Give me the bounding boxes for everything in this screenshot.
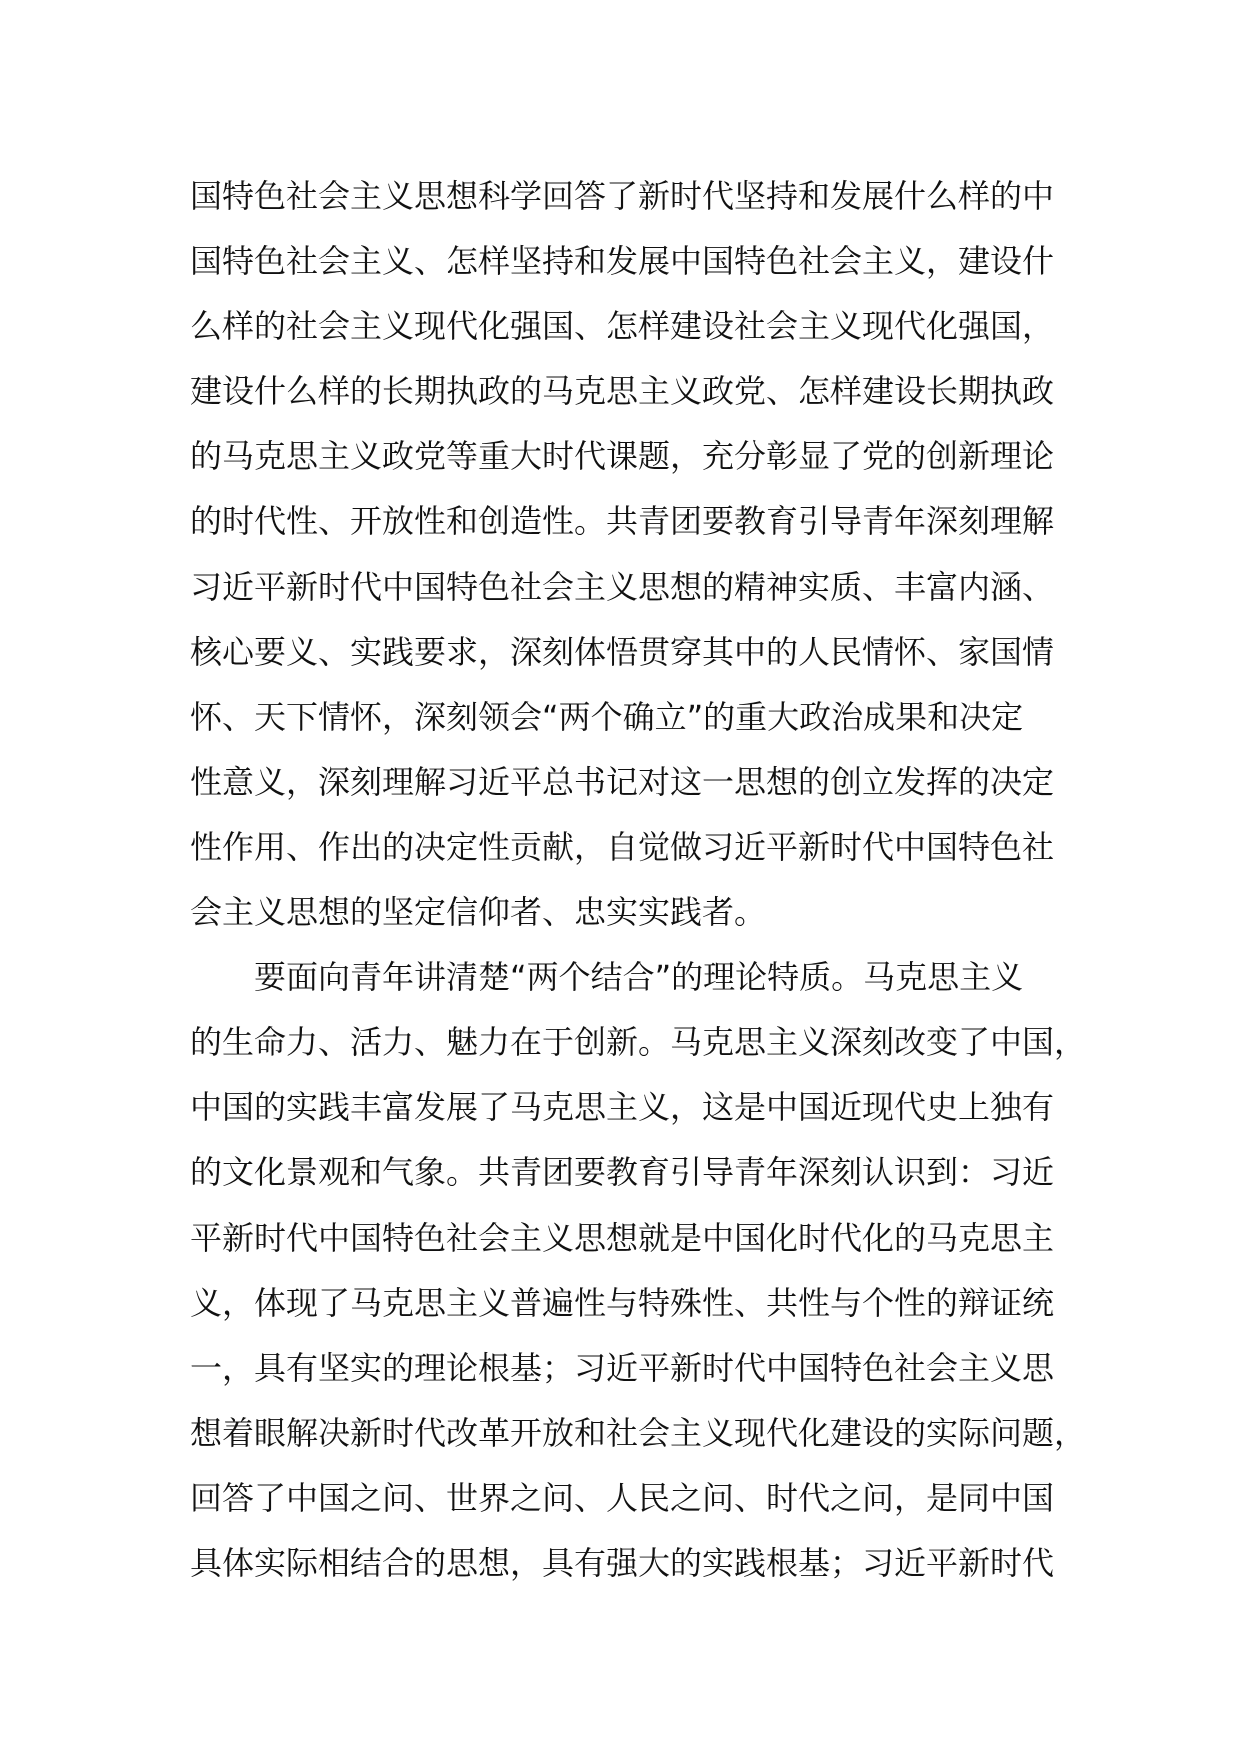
body-text [190,164,1087,1596]
text-line: 具体实际相结合的思想，具有强大的实践根基；习近平新时代 [190,1543,1055,1582]
text-line: 核心要义、实践要求，深刻体悟贯穿其中的人民情怀、家国情 [190,632,1055,671]
text-line: 会主义思想的坚定信仰者、忠实实践者。 [190,893,767,932]
paragraph-start-line: 要面向青年讲清楚“两个结合”的理论特质。马克思主义 [190,958,1024,997]
text-line: 性作用、作出的决定性贡献，自觉做习近平新时代中国特色社 [190,827,1055,866]
text-line: 中国的实践丰富发展了马克思主义，这是中国近现代史上独有 [190,1088,1055,1127]
text-line: 一，具有坚实的理论根基；习近平新时代中国特色社会主义思 [190,1348,1055,1387]
text-line: 国特色社会主义、怎样坚持和发展中国特色社会主义，建设什 [190,242,1055,281]
text-line: 建设什么样的长期执政的马克思主义政党、怎样建设长期执政 [190,372,1055,411]
text-line: 怀、天下情怀，深刻领会“两个确立”的重大政治成果和决定 [190,697,1024,736]
text-line: 的生命力、活力、魅力在于创新。马克思主义深刻改变了中国， [190,1023,1087,1062]
text-line: 想着眼解决新时代改革开放和社会主义现代化建设的实际问题， [190,1413,1087,1452]
text-line: 习近平新时代中国特色社会主义思想的精神实质、丰富内涵、 [190,567,1055,606]
text-line: 义，体现了马克思主义普遍性与特殊性、共性与个性的辩证统 [190,1283,1055,1322]
text-line: 的时代性、开放性和创造性。共青团要教育引导青年深刻理解 [190,502,1055,541]
text-line: 的马克思主义政党等重大时代课题，充分彰显了党的创新理论 [190,437,1055,476]
text-line: 回答了中国之问、世界之问、人民之问、时代之问，是同中国 [190,1478,1055,1517]
text-line: 平新时代中国特色社会主义思想就是中国化时代化的马克思主 [190,1218,1055,1257]
text-line: 的文化景观和气象。共青团要教育引导青年深刻认识到：习近 [190,1153,1055,1192]
text-line: 性意义，深刻理解习近平总书记对这一思想的创立发挥的决定 [190,762,1055,801]
text-line: 国特色社会主义思想科学回答了新时代坚持和发展什么样的中 [190,177,1055,215]
text-line: 么样的社会主义现代化强国、怎样建设社会主义现代化强国， [190,307,1055,346]
